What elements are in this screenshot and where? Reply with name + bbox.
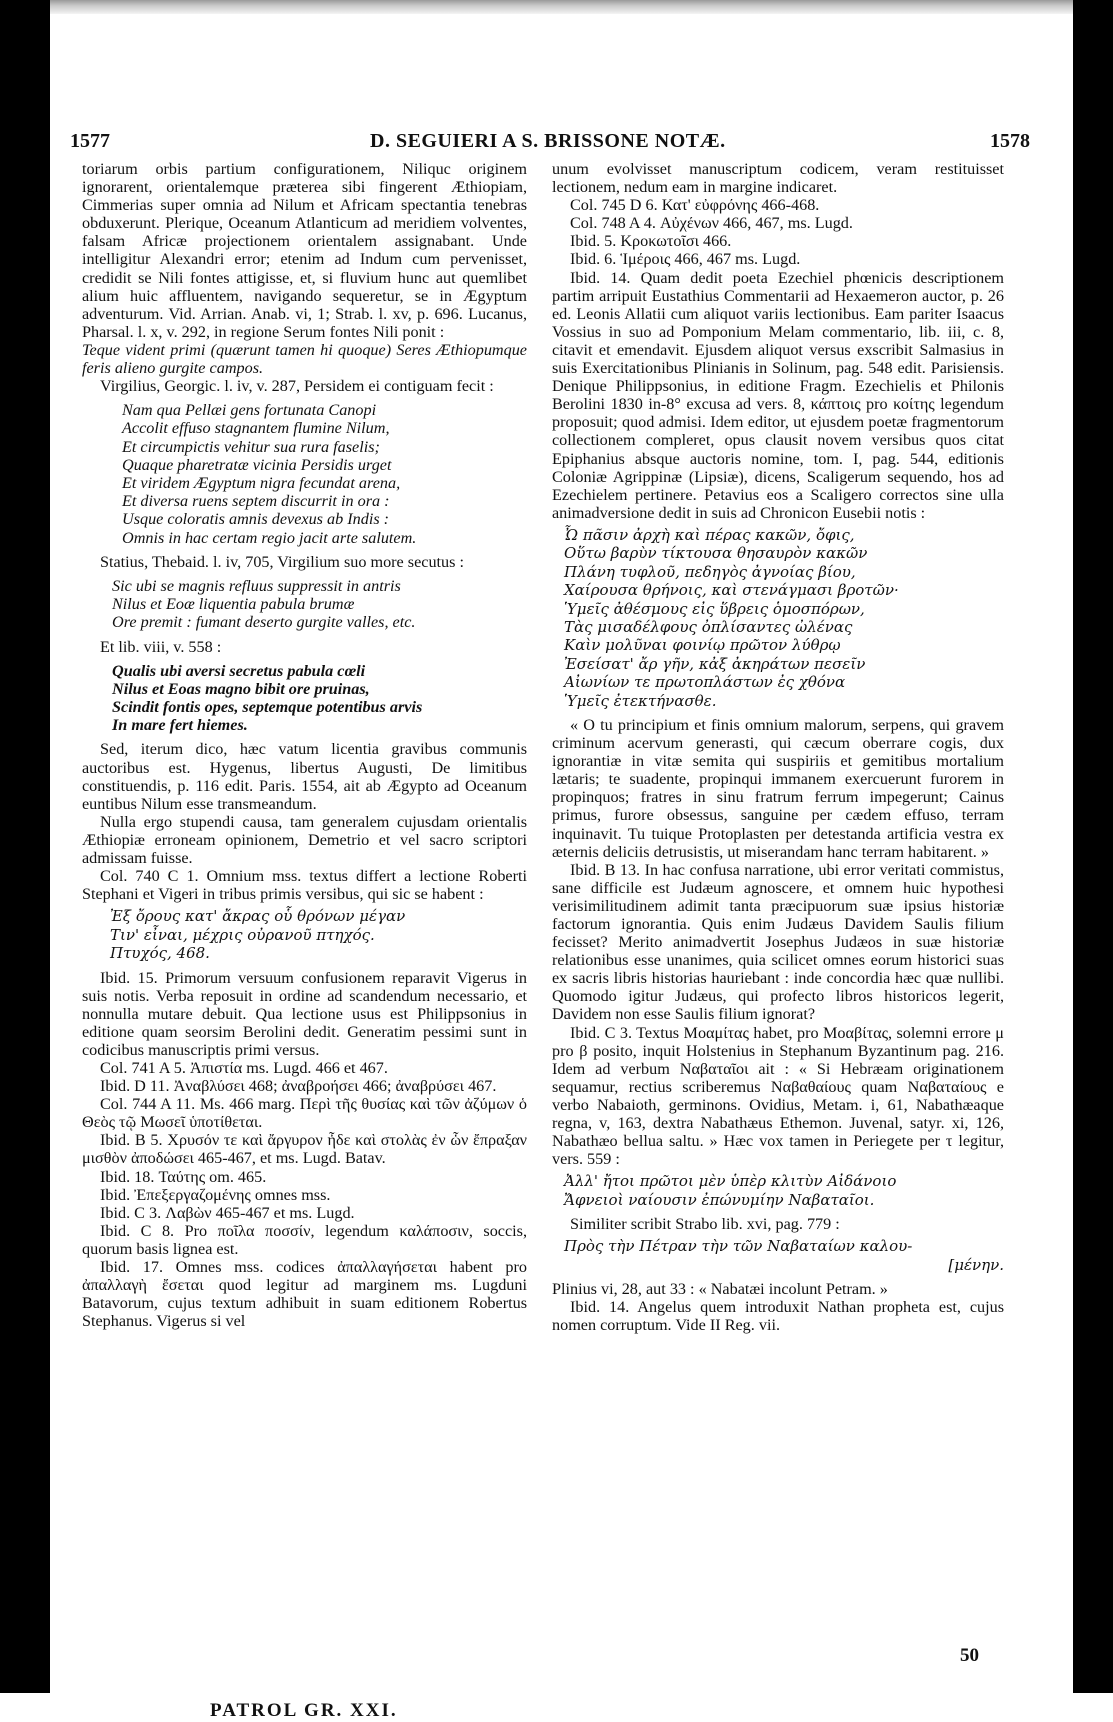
paragraph: Sed, iterum dico, hæc vatum licentia gravibus communis auctoribus est. Hygenus, libertus Augusti, De limitibus constituendis, p. 116 edit. Paris. 1554, ait ab Ægypto ad Oceanum euntibus Nilum esse transmeandum. xyxy=(82,740,527,813)
paragraph: Ibid. 18. Ταύτης om. 465. xyxy=(100,1167,267,1186)
greek-line: Καὶν μολῦναι φοινίῳ πρῶτον λύθρῳ xyxy=(564,636,841,655)
paragraph: Ibid. C 3. Textus Μοαμίτας habet, pro Μοαβίτας, solemni errore μ pro β posito, inquit Holstenius in Stephanum Byzantinum pag. 216. Idem ad verbum Ναβαταῖοι ait : « Si Hebræam originationem sequamur, rectius scriberemus Ναβαθαίους quam Ναβαταίους e verbo Nabaioth, germinons. Ovidius, Metam. i, 61, Nabathæaque regna, v, 163, dextra Nabathæus Ethemon. Juvenal, satyr. xi, 126, Nabathæo bellua saltu. » Hæc vox tamen in Periegete per τ legitur, vers. 559 : xyxy=(552,1023,1004,1169)
scan-right-edge xyxy=(1073,0,1113,1693)
signature-mark: 50 xyxy=(960,1645,979,1666)
paragraph: Ibid. 6. Ἱμέροις 466, 467 ms. Lugd. xyxy=(570,250,801,269)
verse-line: Qualis ubi aversi secretus pabula cœli xyxy=(112,661,366,680)
greek-line: Ὑμεῖς ἐτεκτήνασθε. xyxy=(564,691,717,710)
page-number-right: 1578 xyxy=(990,130,1030,152)
paragraph: Ibid. 15. Primorum versuum confusionem reparavit Vigerus in suis notis. Verba reposuit in ordine ad scandendum necessario, et nonnulla mutare debuit. Qua lectione usus est Philippsonius in editione quam seorsim Berolini dedit. Generatim pessimi sunt in codicibus manuscriptis primi versus. xyxy=(82,968,527,1059)
page-header xyxy=(70,130,1030,158)
greek-line: Ἐσείσατ' ἄρ γῆν, κἀξ ἀκηράτων πεσεῖν xyxy=(564,654,866,673)
verse-block xyxy=(82,662,527,735)
paragraph: Statius, Thebaid. l. iv, 705, Virgilium suo more secutus : xyxy=(100,552,464,571)
verse-line: Nilus et Eoas magno bibit ore pruinas, xyxy=(112,679,370,698)
greek-line: Ὑμεῖς ἀθέσμους εἰς ὕβρεις ὁμοσπόρων, xyxy=(564,599,865,618)
paragraph: Ibid. 14. Quam dedit poeta Ezechiel phœnicis descriptionem partim arripuit Eustathius Commentarii ad Hexaemeron auctor, p. 26 ed. Leonis Allatii cum aliquot variis lectionibus. Eam pariter Isaacus Vossius in suo ad Pomponium Melam commentario, lib. iii, c. 8, citavit et emendavit. Ejusdem aliquot versus exscribit Salmasius in suis Exercitationibus Plinianis in Solinum, pag. 548 edit. Parisiensis. Denique Philippsonius, in editione Fragm. Ezechielis et Philonis Berolini 1830 in-8° excusa ad vers. 8, κάπτοις pro κοίτης legendum proposuit; quod admisi. Idem editor, ut ejusdem poetæ fragmentorum collectionem compleret, opus clausit novem versibus quos citat Epiphanius absque auctoris nomine, tom. I, pag. 544, editionis Coloniæ Agrippinæ (Lipsiæ), dicens, Scaligerum sequendo, hos ad Ezechielem pertinere. Petavius eos a Scaligero correctos sine ulla animadversione dedit in suis ad Chronicon Eusebii notis : xyxy=(552,268,1004,522)
paragraph: Col. 745 D 6. Κατ' εὐφρόνης 466-468. xyxy=(570,196,820,215)
paragraph: Ibid. B 5. Χρυσόν τε καὶ ἄργυρον ἦδε καὶ στολὰς ἐν ὧν ἔπραξαν μισθὸν ἀποδώσει 465-467, et ms. Lugd. Batav. xyxy=(82,1131,527,1168)
verse-line: Et viridem Ægyptum nigra fecundat arena, xyxy=(122,474,401,493)
paragraph: unum evolvisset manuscriptum codicem, veram restituisset lectionem, nedum eam in margine indicaret. xyxy=(552,160,1004,197)
verse-line: Quaque pharetratæ vicinia Persidis urget xyxy=(122,455,392,474)
paragraph: Col. 748 A 4. Αὐχένων 466, 467, ms. Lugd. xyxy=(570,214,853,233)
verse-line: Et diversa ruens septem discurrit in ora : xyxy=(122,492,390,511)
page-number-left: 1577 xyxy=(70,130,110,152)
paragraph: Et lib. viii, v. 558 : xyxy=(100,637,222,656)
greek-line: Ἄφνειοὶ ναίουσιν ἐπώνυμίην Ναβαταῖοι. xyxy=(564,1190,875,1209)
verse-line: Nilus et Eoæ liquentia pabula brumæ xyxy=(112,595,355,614)
greek-line: Οὕτω βαρὺν τίκτουσα θησαυρὸν κακῶν xyxy=(564,544,868,563)
verse-block xyxy=(82,577,527,632)
greek-line: Ἐξ ὄρους κατ' ἄκρας οὗ θρόνων μέγαν xyxy=(110,907,406,926)
greek-line: Πλάνη τυφλοῦ, πεδηγὸς ἀγνοίας βίου, xyxy=(564,562,856,581)
greek-line: Χαίρουσα θρήνοις, καὶ στενάγμασι βροτῶν· xyxy=(564,581,899,600)
right-column xyxy=(552,160,1004,1334)
verse-line: Usque coloratis amnis devexus ab Indis : xyxy=(122,510,390,529)
verse-line: Et circumpictis vehitur sua rura faselis; xyxy=(122,437,380,456)
greek-verse-block xyxy=(82,907,527,962)
greek-line: [μένην. xyxy=(948,1255,1004,1274)
verse-line: Omnis in hac certam regio jacit arte salutem. xyxy=(122,528,417,547)
document-page xyxy=(70,120,1030,1721)
greek-line: Αἰωνίων τε πρωτοπλάστων ἐς χθόνα xyxy=(564,673,846,692)
greek-line: Τιν' εἶναι, μέχρις οὐρανοῦ πτηχός. xyxy=(110,925,375,944)
paragraph: Col. 741 A 5. Ἀπιστία ms. Lugd. 466 et 467. xyxy=(100,1058,388,1077)
paragraph: Ibid. 14. Angelus quem introduxit Nathan propheta est, cujus nomen corruptum. Vide II Reg. vii. xyxy=(552,1298,1004,1335)
paragraph: Similiter scribit Strabo lib. xvi, pag. 779 : xyxy=(570,1215,840,1234)
paragraph: Plinius vi, 28, aut 33 : « Nabatæi incolunt Petram. » xyxy=(552,1280,888,1298)
paragraph: Ibid. B 13. In hac confusa narratione, ubi error veritati commistus, sane difficile est Judæum agnoscere, et omnem huic hypothesi verisimilitudinem adimit tanta præcipuorum suæ ipsius historiæ factorum ignorantia. Quis enim Judæus Davidem Saulis filium fecisset? Merito animadvertit Josephus Judæos in suæ historiæ relationibus esse unanimes, quia scilicet omnes eorum historici suas ex sacris libris historias hauriebant : inde concordia hæc quæ nullibi. Quomodo igitur Judæus, qui profecto libros historicos legerit, Davidem non esse Saulis filium ignorat? xyxy=(552,860,1004,1024)
paragraph: Nulla ergo stupendi causa, tam generalem cujusdam orientalis Æthiopiæ erroneam opinionem, Demetrio et vel sacro scriptori admissam fuisse. xyxy=(82,812,527,868)
paragraph: Ibid. 5. Κροκωτοῖσι 466. xyxy=(570,232,732,251)
greek-verse-block xyxy=(552,1237,1004,1274)
greek-verse-block xyxy=(552,526,1004,710)
verse-line: Sic ubi se magnis refluus suppressit in antris xyxy=(112,576,401,595)
greek-line: Πτυχός, 468. xyxy=(110,944,210,963)
verse-line: Nam qua Pellæi gens fortunata Canopi xyxy=(122,401,377,420)
verse-line: Accolit effuso stagnantem flumine Nilum, xyxy=(122,419,390,438)
paragraph: Col. 744 A 11. Ms. 466 marg. Περὶ τῆς θυσίας καὶ τῶν ἀζύμων ὁ Θεὸς τῷ Μωσεῖ ὑποτίθεται. xyxy=(82,1095,527,1132)
greek-line: Ἀλλ' ἤτοι πρῶτοι μὲν ὑπὲρ κλιτὺν Αἰδάνοιο xyxy=(564,1172,897,1191)
paragraph: Ibid. C 3. Λαβὼν 465-467 et ms. Lugd. xyxy=(100,1203,355,1222)
verse-block xyxy=(82,401,527,547)
running-title: D. SEGUIERI A S. BRISSONE NOTÆ. xyxy=(370,130,726,152)
left-column xyxy=(82,160,527,1330)
paragraph: Ibid. D 11. Ἀναβλύσει 468; ἀναβροήσει 466; ἀναβρύσει 467. xyxy=(100,1077,497,1096)
verse-line: Ore premit : fumant deserto gurgite valles, etc. xyxy=(112,613,416,632)
verse-line: Scindit fontis opes, septemque potentibus arvis xyxy=(112,698,423,717)
greek-line: Τὰς μισαδέλφους ὀπλίσαντες ὠλένας xyxy=(564,617,853,636)
greek-line: Ὦ πᾶσιν ἀρχὴ καὶ πέρας κακῶν, ὄφις, xyxy=(564,525,855,544)
greek-line: Πρὸς τὴν Πέτραν τὴν τῶν Ναβαταίων καλου- xyxy=(564,1237,913,1256)
paragraph: « O tu principium et finis omnium malorum, serpens, qui gravem criminum acervum generasti, qui cæcum oberrare cogis, dux ignorantiæ in vitæ semita qui suspiriis et gemitibus mortalium lætaris; te suadente, propinqui immanem exercuerunt furorem in propinquos; fratres in sinu fratrum ferrum impegerunt; Cainus primus, furore obsessus, sanguine per cædem effuso, terram inquinavit. Tu tuique Protoplasten per detestanda artificia vestra ex æternis deliciis detrusistis, ut miserandam hanc terram habitarent. » xyxy=(552,715,1004,861)
paragraph: Ibid. 17. Omnes mss. codices ἀπαλλαγήσεται habent pro ἀπαλλαγὴ ἔσεται quod legitur ad marginem ms. Lugduni Batavorum, cujus textum adhibuit in suam editionem Robertus Stephanus. Vigerus si vel xyxy=(82,1258,527,1331)
footer-series: PATROL GR. XXI. xyxy=(210,1700,398,1721)
paragraph: toriarum orbis partium configurationem, Niliquc originem ignorarent, orientalemque præterea sibi fingerent Æthiopiam, Cimmerias super omnia ad Nilum et Africam spectantia tenebras obduxerunt. Plerique, Oceanum Atlanticum ad meridiem volventes, falsam Africæ projectionem orientalem assignabant. Unde intelligitur Alexandri error; etenim ad Indum cum pervenisset, credidit se Nili fontes attigisse, et, si fluvium hunc aut quemlibet alium huic affluentem, navigando sequeretur, se in Ægyptum adventurum. Vid. Arrian. Anab. vi, 1; Strab. l. xv, p. 696. Lucanus, Pharsal. l. x, v. 292, in regione Serum fontes Nili ponit : xyxy=(82,160,527,341)
paragraph: Ibid. C 8. Pro ποῖλα ποσσίν, legendum καλάποσιν, soccis, quorum basis lignea est. xyxy=(82,1221,527,1258)
greek-verse-block xyxy=(552,1172,1004,1209)
scan-left-edge xyxy=(0,0,50,1693)
paragraph: Col. 740 C 1. Omnium mss. textus differt a lectione Roberti Stephani et Vigeri in tribus primis versibus, qui sic se habent : xyxy=(82,867,527,904)
quote: Teque vident primi (quærunt tamen hi quoque) Seres Æthiopumque feris alieno gurgite campos. xyxy=(82,340,527,378)
paragraph: Virgilius, Georgic. l. iv, v. 287, Persidem ei contiguam fecit : xyxy=(100,377,494,396)
verse-line: In mare fert hiemes. xyxy=(112,716,248,735)
paragraph: Ibid. Ἐπεξεργαζομένης omnes mss. xyxy=(100,1185,331,1204)
scan-top-edge xyxy=(0,0,1113,14)
